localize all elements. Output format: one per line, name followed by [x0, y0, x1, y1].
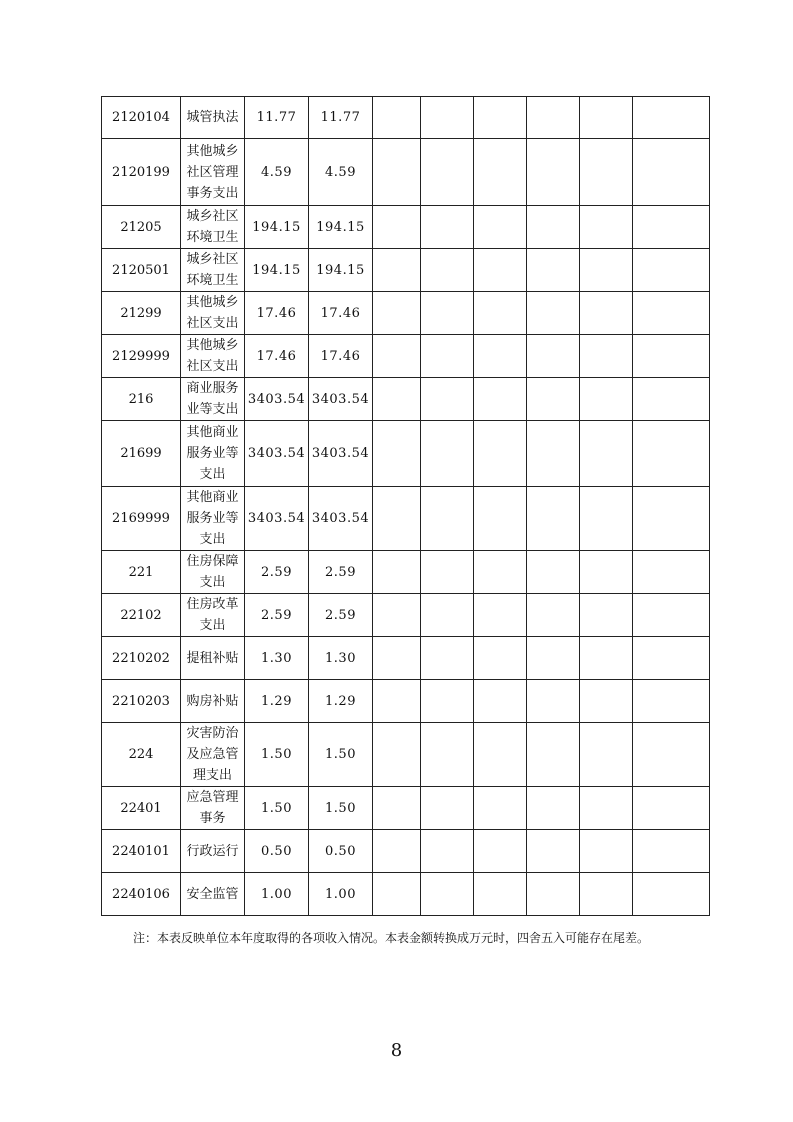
empty-cell	[373, 830, 421, 873]
row-code-cell: 2169999	[102, 487, 181, 551]
row-total-cell: 3403.54	[245, 487, 309, 551]
row-code-cell: 224	[102, 723, 181, 787]
row-value-cell: 2.59	[309, 594, 373, 637]
row-name-cell: 其他城乡社区支出	[181, 292, 245, 335]
row-total-cell: 17.46	[245, 335, 309, 378]
row-value-cell: 2.59	[309, 551, 373, 594]
row-name-cell: 商业服务业等支出	[181, 378, 245, 421]
table-row	[102, 787, 710, 830]
row-value-cell: 1.50	[309, 723, 373, 787]
empty-cell	[527, 487, 580, 551]
empty-cell	[421, 421, 474, 487]
empty-cell	[527, 637, 580, 680]
empty-cell	[633, 249, 710, 292]
empty-cell	[580, 97, 633, 139]
empty-cell	[474, 249, 527, 292]
empty-cell	[474, 680, 527, 723]
row-total-cell: 1.30	[245, 637, 309, 680]
empty-cell	[474, 292, 527, 335]
row-name-cell: 安全监管	[181, 873, 245, 916]
empty-cell	[373, 787, 421, 830]
row-value-cell: 3403.54	[309, 421, 373, 487]
row-code-cell: 216	[102, 378, 181, 421]
empty-cell	[633, 830, 710, 873]
table-row	[102, 637, 710, 680]
empty-cell	[421, 680, 474, 723]
empty-cell	[633, 378, 710, 421]
table-row	[102, 551, 710, 594]
row-name-cell: 其他商业服务业等支出	[181, 487, 245, 551]
empty-cell	[633, 292, 710, 335]
table-row	[102, 206, 710, 249]
empty-cell	[421, 292, 474, 335]
row-code-cell: 2120501	[102, 249, 181, 292]
empty-cell	[580, 249, 633, 292]
empty-cell	[474, 335, 527, 378]
empty-cell	[474, 594, 527, 637]
row-value-cell: 17.46	[309, 335, 373, 378]
table-row	[102, 830, 710, 873]
empty-cell	[527, 873, 580, 916]
empty-cell	[373, 680, 421, 723]
empty-cell	[633, 139, 710, 206]
row-code-cell: 2120104	[102, 97, 181, 139]
empty-cell	[527, 830, 580, 873]
empty-cell	[474, 206, 527, 249]
empty-cell	[527, 723, 580, 787]
empty-cell	[633, 335, 710, 378]
empty-cell	[373, 421, 421, 487]
table-row	[102, 873, 710, 916]
row-value-cell: 194.15	[309, 249, 373, 292]
row-code-cell: 2240101	[102, 830, 181, 873]
row-value-cell: 4.59	[309, 139, 373, 206]
empty-cell	[474, 97, 527, 139]
empty-cell	[421, 335, 474, 378]
row-code-cell: 21299	[102, 292, 181, 335]
table-row	[102, 723, 710, 787]
budget-table	[101, 96, 710, 916]
empty-cell	[580, 487, 633, 551]
empty-cell	[527, 421, 580, 487]
row-code-cell: 2210203	[102, 680, 181, 723]
row-name-cell: 行政运行	[181, 830, 245, 873]
empty-cell	[373, 637, 421, 680]
empty-cell	[580, 421, 633, 487]
row-name-cell: 城乡社区环境卫生	[181, 206, 245, 249]
empty-cell	[633, 97, 710, 139]
row-name-cell: 其他商业服务业等支出	[181, 421, 245, 487]
empty-cell	[373, 335, 421, 378]
row-total-cell: 11.77	[245, 97, 309, 139]
row-value-cell: 1.00	[309, 873, 373, 916]
empty-cell	[633, 487, 710, 551]
empty-cell	[633, 723, 710, 787]
empty-cell	[421, 97, 474, 139]
row-value-cell: 1.29	[309, 680, 373, 723]
table-note: 注：本表反映单位本年度取得的各项收入情况。本表金额转换成万元时，四舍五入可能存在尾差。	[133, 931, 650, 945]
empty-cell	[373, 292, 421, 335]
row-value-cell: 1.30	[309, 637, 373, 680]
row-name-cell: 灾害防治及应急管理支出	[181, 723, 245, 787]
table-row	[102, 680, 710, 723]
empty-cell	[421, 830, 474, 873]
table-row	[102, 487, 710, 551]
empty-cell	[527, 335, 580, 378]
empty-cell	[527, 594, 580, 637]
empty-cell	[580, 787, 633, 830]
row-total-cell: 0.50	[245, 830, 309, 873]
row-total-cell: 1.50	[245, 787, 309, 830]
empty-cell	[421, 487, 474, 551]
empty-cell	[580, 830, 633, 873]
empty-cell	[580, 723, 633, 787]
row-code-cell: 22102	[102, 594, 181, 637]
empty-cell	[421, 873, 474, 916]
empty-cell	[474, 723, 527, 787]
row-name-cell: 住房改革支出	[181, 594, 245, 637]
empty-cell	[633, 594, 710, 637]
row-total-cell: 1.50	[245, 723, 309, 787]
row-code-cell: 2210202	[102, 637, 181, 680]
table-row	[102, 421, 710, 487]
empty-cell	[421, 594, 474, 637]
empty-cell	[580, 637, 633, 680]
row-value-cell: 194.15	[309, 206, 373, 249]
row-total-cell: 194.15	[245, 249, 309, 292]
empty-cell	[633, 873, 710, 916]
empty-cell	[373, 206, 421, 249]
empty-cell	[421, 378, 474, 421]
empty-cell	[527, 97, 580, 139]
empty-cell	[373, 873, 421, 916]
empty-cell	[474, 378, 527, 421]
empty-cell	[421, 637, 474, 680]
row-total-cell: 1.00	[245, 873, 309, 916]
empty-cell	[373, 378, 421, 421]
empty-cell	[580, 551, 633, 594]
empty-cell	[580, 335, 633, 378]
empty-cell	[474, 787, 527, 830]
empty-cell	[421, 206, 474, 249]
table-body	[102, 97, 710, 916]
empty-cell	[474, 421, 527, 487]
row-code-cell: 22401	[102, 787, 181, 830]
empty-cell	[580, 139, 633, 206]
empty-cell	[580, 206, 633, 249]
row-code-cell: 21205	[102, 206, 181, 249]
empty-cell	[474, 873, 527, 916]
empty-cell	[373, 487, 421, 551]
row-value-cell: 11.77	[309, 97, 373, 139]
row-name-cell: 住房保障支出	[181, 551, 245, 594]
table-row	[102, 249, 710, 292]
table-row	[102, 292, 710, 335]
row-code-cell: 2120199	[102, 139, 181, 206]
empty-cell	[421, 551, 474, 594]
row-total-cell: 3403.54	[245, 421, 309, 487]
empty-cell	[373, 97, 421, 139]
empty-cell	[633, 680, 710, 723]
empty-cell	[421, 723, 474, 787]
empty-cell	[580, 292, 633, 335]
empty-cell	[633, 637, 710, 680]
row-name-cell: 其他城乡社区支出	[181, 335, 245, 378]
row-name-cell: 城管执法	[181, 97, 245, 139]
row-code-cell: 2129999	[102, 335, 181, 378]
row-name-cell: 其他城乡社区管理事务支出	[181, 139, 245, 206]
row-name-cell: 提租补贴	[181, 637, 245, 680]
empty-cell	[373, 249, 421, 292]
table-row	[102, 139, 710, 206]
empty-cell	[421, 249, 474, 292]
page-number: 8	[390, 1040, 403, 1061]
row-value-cell: 3403.54	[309, 487, 373, 551]
empty-cell	[421, 139, 474, 206]
empty-cell	[527, 249, 580, 292]
empty-cell	[633, 206, 710, 249]
empty-cell	[580, 378, 633, 421]
row-total-cell: 1.29	[245, 680, 309, 723]
row-value-cell: 0.50	[309, 830, 373, 873]
row-value-cell: 17.46	[309, 292, 373, 335]
empty-cell	[373, 551, 421, 594]
table-row	[102, 594, 710, 637]
row-value-cell: 3403.54	[309, 378, 373, 421]
row-code-cell: 2240106	[102, 873, 181, 916]
empty-cell	[580, 594, 633, 637]
row-code-cell: 221	[102, 551, 181, 594]
row-name-cell: 应急管理事务	[181, 787, 245, 830]
empty-cell	[527, 551, 580, 594]
row-total-cell: 2.59	[245, 551, 309, 594]
empty-cell	[373, 723, 421, 787]
table-row	[102, 97, 710, 139]
empty-cell	[633, 787, 710, 830]
empty-cell	[633, 551, 710, 594]
empty-cell	[373, 594, 421, 637]
empty-cell	[527, 206, 580, 249]
empty-cell	[474, 487, 527, 551]
empty-cell	[373, 139, 421, 206]
empty-cell	[580, 680, 633, 723]
row-name-cell: 城乡社区环境卫生	[181, 249, 245, 292]
empty-cell	[527, 680, 580, 723]
empty-cell	[527, 292, 580, 335]
empty-cell	[527, 139, 580, 206]
empty-cell	[474, 637, 527, 680]
empty-cell	[474, 551, 527, 594]
table-row	[102, 378, 710, 421]
empty-cell	[474, 139, 527, 206]
empty-cell	[474, 830, 527, 873]
row-total-cell: 2.59	[245, 594, 309, 637]
row-total-cell: 4.59	[245, 139, 309, 206]
empty-cell	[527, 378, 580, 421]
row-total-cell: 3403.54	[245, 378, 309, 421]
table-row	[102, 335, 710, 378]
row-name-cell: 购房补贴	[181, 680, 245, 723]
row-total-cell: 194.15	[245, 206, 309, 249]
empty-cell	[633, 421, 710, 487]
row-total-cell: 17.46	[245, 292, 309, 335]
row-value-cell: 1.50	[309, 787, 373, 830]
empty-cell	[580, 873, 633, 916]
row-code-cell: 21699	[102, 421, 181, 487]
empty-cell	[421, 787, 474, 830]
empty-cell	[527, 787, 580, 830]
